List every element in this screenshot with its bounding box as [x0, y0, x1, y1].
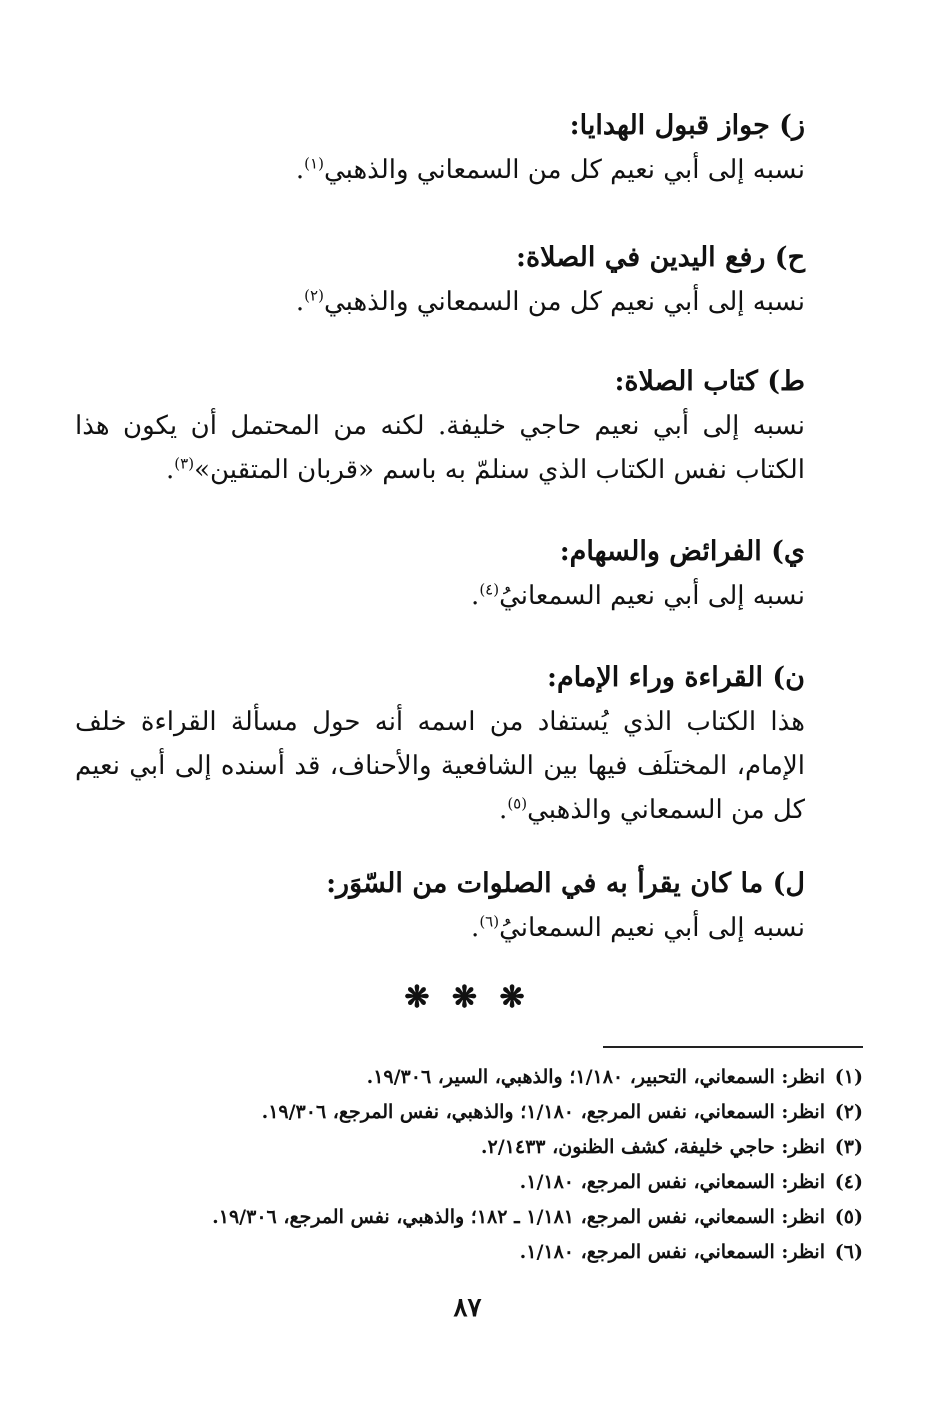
footnotes [103, 1060, 863, 1270]
section-prayer-book [75, 360, 805, 492]
section-heading: ل) ما كان يقرأ به في الصلوات من السّوَر: [326, 868, 805, 899]
section-body: نسبه إلى أبي نعيم حاجي خليفة. لكنه من المحتمل أن يكون هذا الكتاب نفس الكتاب الذي سنلمّ به باسم «قربان المتقين»$^{(٣)}$. [75, 411, 805, 485]
section-separator: ❋ ❋ ❋ [404, 980, 531, 1015]
section-heading: ط) كتاب الصلاة: [614, 366, 805, 397]
section-body: هذا الكتاب الذي يُستفاد من اسمه أنه حول مسألة القراءة خلف الإمام، المختلَف فيها بين الشافعية والأحناف، قد أسنده إلى أبي نعيم كل من السمعاني والذهبي$^{(٥)}$. [75, 707, 805, 825]
footnote-text: انظر: السمعاني، نفس المرجع، ١/١٨٠. [519, 1241, 825, 1263]
section-body: نسبه إلى أبي نعيم السمعانيُ$^{(٦)}$. [471, 912, 805, 943]
footnote-text: انظر: السمعاني، نفس المرجع، ١/١٨٠؛ والذهبي، نفس المرجع، ١٩/٣٠٦. [261, 1101, 825, 1123]
footnote-ref[interactable]: (٢) [304, 286, 324, 305]
section-heading: ي) الفرائض والسهام: [559, 536, 805, 567]
section-gifts [75, 104, 805, 192]
section-heading: ح) رفع اليدين في الصلاة: [515, 242, 805, 273]
footnote-ref[interactable]: (٤) [479, 580, 500, 599]
section-body: نسبه إلى أبي نعيم السمعانيُ$^{(٤)}$. [471, 580, 805, 611]
section-raising-hands [75, 236, 805, 324]
footnote-item [103, 1095, 863, 1130]
footnote-number: (٥) [834, 1206, 863, 1228]
footnote-item [103, 1200, 863, 1235]
footnote-text: انظر: السمعاني، نفس المرجع، ١/١٨٠. [519, 1171, 825, 1193]
footnote-number: (٣) [834, 1136, 863, 1158]
footnote-ref[interactable]: (١) [304, 154, 324, 173]
footnote-ref[interactable]: (٥) [507, 794, 528, 813]
footnote-number: (٢) [834, 1101, 863, 1123]
footnote-item [103, 1165, 863, 1200]
footnote-item [103, 1130, 863, 1165]
section-heading: ن) القراءة وراء الإمام: [547, 662, 805, 693]
footnote-item [103, 1235, 863, 1270]
footnote-text: انظر: السمعاني، نفس المرجع، ١/١٨١ ـ ١٨٢؛ والذهبي، نفس المرجع، ١٩/٣٠٦. [212, 1206, 825, 1228]
footnote-ref[interactable]: (٦) [479, 912, 500, 931]
footnote-number: (١) [834, 1066, 863, 1088]
footnote-number: (٤) [834, 1171, 863, 1193]
section-body: نسبه إلى أبي نعيم كل من السمعاني والذهبي$^{(١)}$. [295, 154, 805, 185]
section-reading-behind-imam [75, 656, 805, 832]
section-surahs-in-prayer [75, 862, 805, 950]
footnote-item [103, 1060, 863, 1095]
section-body: نسبه إلى أبي نعيم كل من السمعاني والذهبي$^{(٢)}$. [295, 286, 805, 317]
footnote-ref[interactable]: (٣) [174, 454, 195, 473]
page-number: ٨٧ [453, 1293, 482, 1323]
section-heading: ز) جواز قبول الهدايا: [569, 110, 805, 141]
footnote-text: انظر: حاجي خليفة، كشف الظنون، ٢/١٤٣٣. [480, 1136, 825, 1158]
footnote-divider [603, 1046, 863, 1048]
section-inheritance [75, 530, 805, 618]
footnote-number: (٦) [834, 1241, 863, 1263]
footnote-text: انظر: السمعاني، التحبير، ١/١٨٠؛ والذهبي، السير، ١٩/٣٠٦. [366, 1066, 825, 1088]
